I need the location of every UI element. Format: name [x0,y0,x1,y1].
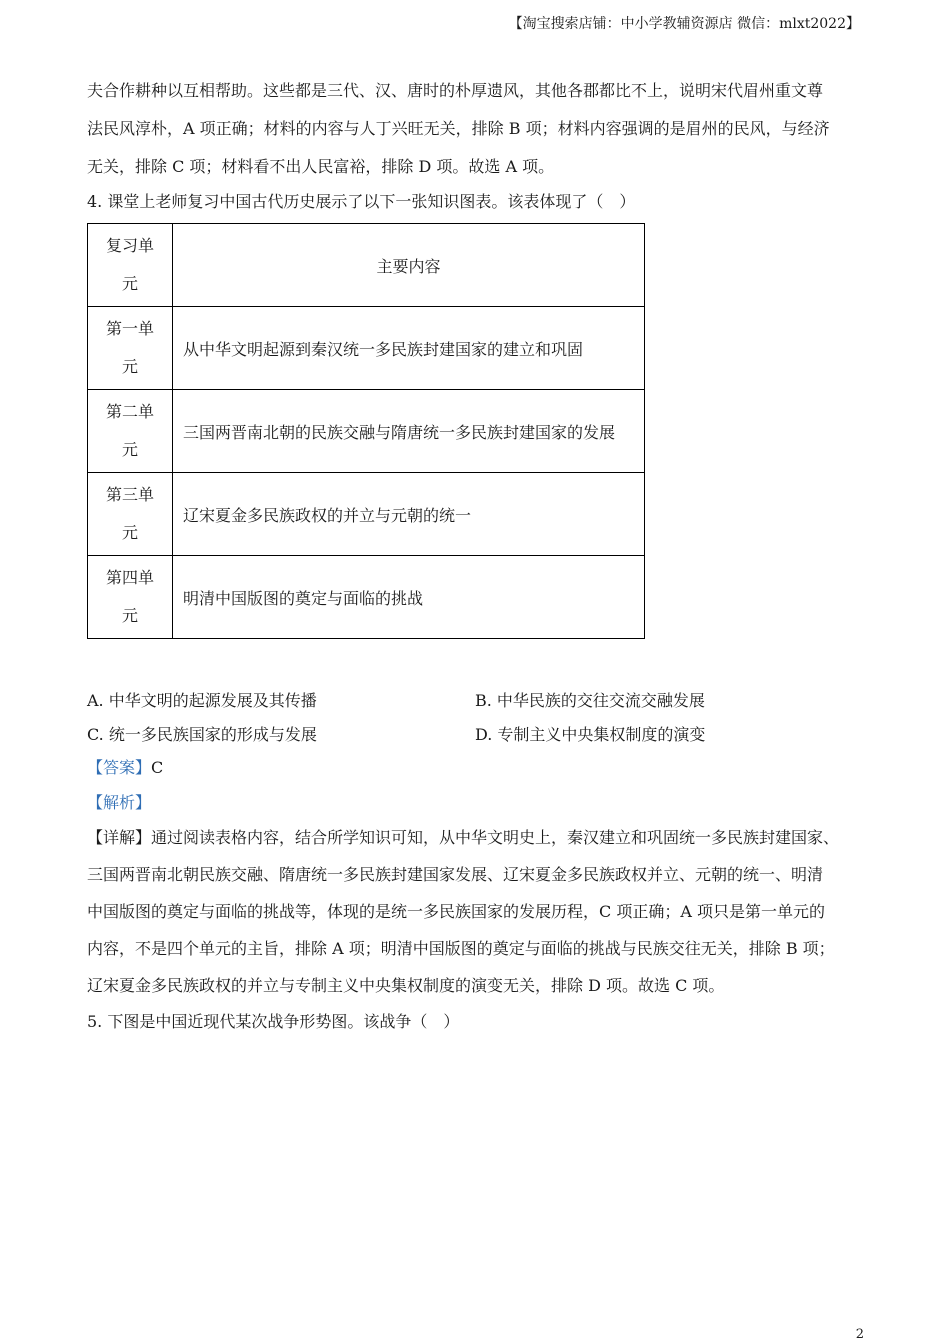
header-unit-cell: 复习单元 [88,224,173,307]
unit-cell: 第一单元 [88,307,173,390]
header-content-cell: 主要内容 [173,224,645,307]
unit-cell: 第三单元 [88,473,173,556]
explanation-line: 无关，排除 C 项；材料看不出人民富裕，排除 D 项。故选 A 项。 [87,157,555,176]
option-a: A. 中华文明的起源发展及其传播 [87,691,317,710]
detail-line: 辽宋夏金多民族政权的并立与专制主义中央集权制度的演变无关，排除 D 项。故选 C 项。 [87,976,725,995]
table-row [88,390,645,473]
analysis-label: 【解析】 [87,793,152,812]
answer-label: 【答案】 [87,758,152,777]
option-d: D. 专制主义中央集权制度的演变 [475,725,706,744]
content-cell: 从中华文明起源到秦汉统一多民族封建国家的建立和巩固 [173,307,645,390]
answer-value: C [151,758,164,777]
option-c: C. 统一多民族国家的形成与发展 [87,725,317,744]
table-header-row [88,224,645,307]
content-cell: 三国两晋南北朝的民族交融与隋唐统一多民族封建国家的发展 [173,390,645,473]
explanation-line: 法民风淳朴，A 项正确；材料的内容与人丁兴旺无关，排除 B 项；材料内容强调的是眉州的民风，与经济 [87,119,830,138]
question-4-stem: 4. 课堂上老师复习中国古代历史展示了以下一张知识图表。该表体现了（ ） [87,192,636,211]
table-row [88,473,645,556]
review-table [87,223,645,639]
unit-cell: 第四单元 [88,556,173,639]
explanation-line: 夫合作耕种以互相帮助。这些都是三代、汉、唐时的朴厚遗风，其他各郡都比不上，说明宋代眉州重文尊 [87,81,824,100]
content-cell: 辽宋夏金多民族政权的并立与元朝的统一 [173,473,645,556]
unit-cell: 第二单元 [88,390,173,473]
answer-line [87,758,163,778]
detail-line: 中国版图的奠定与面临的挑战等，体现的是统一多民族国家的发展历程，C 项正确；A 项只是第一单元的 [87,902,825,921]
detail-line: 三国两晋南北朝民族交融、隋唐统一多民族封建国家发展、辽宋夏金多民族政权并立、元朝的统一、明清 [87,865,824,884]
page-number: 2 [855,1327,864,1342]
detail-line: 内容，不是四个单元的主旨，排除 A 项；明清中国版图的奠定与面临的挑战与民族交往无关，排除 B 项； [87,939,835,958]
table-row [88,307,645,390]
detail-line: 【详解】通过阅读表格内容，结合所学知识可知，从中华文明史上，秦汉建立和巩固统一多民族封建国家、 [87,828,840,847]
option-b: B. 中华民族的交往交流交融发展 [475,691,705,710]
content-cell: 明清中国版图的奠定与面临的挑战 [173,556,645,639]
page-header: 【淘宝搜索店铺：中小学教辅资源店 微信：mlxt2022】 [508,16,860,32]
table-row [88,556,645,639]
question-5-stem: 5. 下图是中国近现代某次战争形势图。该战争（ ） [87,1012,460,1031]
